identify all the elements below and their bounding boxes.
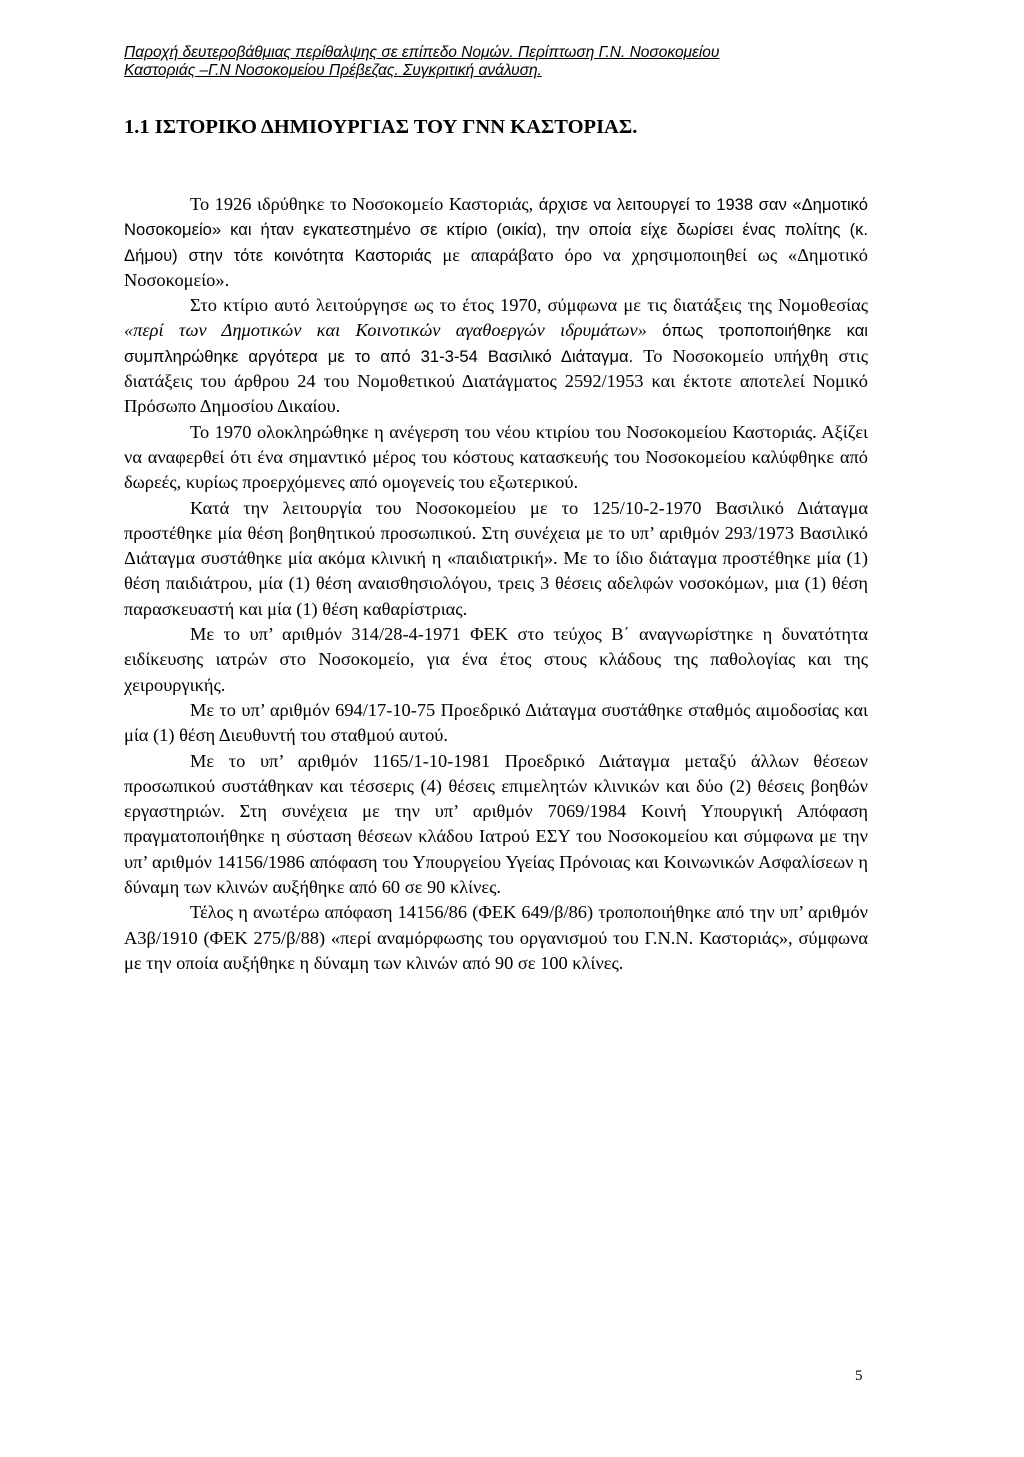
running-header [124,44,854,80]
paragraph-2-part-a: Στο κτίριο αυτό λειτούργησε ως το έτος 1970, σύμφωνα με τις διατάξεις της Νομοθεσίας [190,295,868,316]
paragraph-1-part-b: άρχισε να λειτουργεί το 1938 σαν «Δημοτικό Νοσοκομείο» και ήταν εγκατεστημένο σε κτίριο (οικία), την οποία είχε δωρίσει ένας πολίτης (κ. Δήμου) στην τότε κοινότητα Καστοριάς [124,195,868,265]
paragraph-2-legislation-title: «περί των Δημοτικών και Κοινοτικών αγαθοεργών ιδρυμάτων» [124,320,647,341]
paragraph-7: Με το υπ’ αριθμόν 1165/1-10-1981 Προεδρικό Διάταγμα μεταξύ άλλων θέσεων προσωπικού συστάθηκαν και τέσσερις (4) θέσεις επιμελητών κλινικών και δύο (2) θέσεις βοηθών εργαστηριών. Στη συνέχεια με την υπ’ αριθμόν 7069/1984 Κοινή Υπουργική Απόφαση πραγματοποιήθηκε η σύσταση θέσεων κλάδου Ιατρού ΕΣΥ του Νοσοκομείου και σύμφωνα με την υπ’ αριθμόν 14156/1986 απόφαση του Υπουργείου Υγείας Πρόνοιας και Κοινωνικών Ασφαλίσεων η δύναμη των κλινών αυξήθηκε από 60 σε 90 κλίνες. [124,750,868,898]
paragraph-3-part-a: Το 1970 ολοκληρώθηκε η ανέγερση του νέου κτιρίου του Νοσοκομείου Καστοριάς. [190,421,822,442]
paragraph-2-part-c: όπως τροποποιήθηκε και συμπληρώθηκε αργότερα με το από 31-3-54 Βασιλικό Διάταγμα. [124,321,868,366]
paragraph-2 [124,293,868,419]
paragraph-3-part-b: Αξίζει να αναφερθεί ότι ένα σημαντικό μέρος του κόστους κατασκευής του Νοσοκομείου καλύφθηκε από δωρεές, κυρίως προερχόμενες από ομογενείς του εξωτερικού. [124,421,868,493]
section-heading: 1.1 ΙΣΤΟΡΙΚΟ ΔΗΜΙΟΥΡΓΙΑΣ ΤΟΥ ΓΝΝ ΚΑΣΤΟΡΙΑΣ. [124,116,638,138]
paragraph-5: Με το υπ’ αριθμόν 314/28-4-1971 ΦΕΚ στο τεύχος Β΄ αναγνωρίστηκε η δυνατότητα ειδίκευσης ιατρών στο Νοσοκομείο, για ένα έτος στους κλάδους της παθολογίας και της χειρουργικής. [124,624,868,695]
running-header-line-1: Παροχή δευτεροβάθμιας περίθαλψης σε επίπεδο Νομών. Περίπτωση Γ.Ν. Νοσοκομείου [124,44,720,61]
paragraph-4: Κατά την λειτουργία του Νοσοκομείου με το 125/10-2-1970 Βασιλικό Διάταγμα προστέθηκε μία θέση βοηθητικού προσωπικού. Στη συνέχεια με το υπ’ αριθμόν 293/1973 Βασιλικό Διάταγμα συστάθηκε μία ακόμα κλινική η «παιδιατρική». Με το ίδιο διάταγμα προστέθηκε μία (1) θέση παιδιάτρου, μία (1) θέση αναισθησιολόγου, τρεις 3 θέσεις αδελφών νοσοκόμων, μια (1) θέση παρασκευαστή και μία (1) θέση καθαρίστριας. [124,497,868,619]
paragraph-1 [124,192,868,293]
page-number: 5 [855,1368,863,1384]
paragraph-2-part-d: Το Νοσοκομείο υπήχθη στις διατάξεις του άρθρου 24 του Νομοθετικού Διατάγματος 2592/1953 και έκτοτε αποτελεί Νομικό Πρόσωπο Δημοσίου Δικαίου. [124,345,868,417]
paragraph-6: Με το υπ’ αριθμόν 694/17-10-75 Προεδρικό Διάταγμα συστάθηκε σταθμός αιμοδοσίας και μία (1) θέση Διευθυντή του σταθμού αυτού. [124,699,868,746]
paragraph-1-part-a: Το 1926 ιδρύθηκε το Νοσοκομείο Καστοριάς, [190,194,539,214]
paragraph-8: Τέλος η ανωτέρω απόφαση 14156/86 (ΦΕΚ 649/β/86) τροποποιήθηκε από την υπ’ αριθμόν Α3β/1910 (ΦΕΚ 275/β/88) «περί αναμόρφωσης του οργανισμού του Γ.Ν.Ν. Καστοριάς», σύμφωνα με την οποία αυξήθηκε η δύναμη των κλινών από 90 σε 100 κλίνες. [124,902,868,973]
paragraph-3 [124,420,868,496]
running-header-line-2: Καστοριάς –Γ.Ν Νοσοκομείου Πρέβεζας. Συγκριτική ανάλυση. [124,62,542,79]
body-text [124,192,868,976]
paragraph-1-part-c: με απαράβατο όρο να χρησιμοποιηθεί ως «Δημοτικό Νοσοκομείο». [124,244,868,290]
